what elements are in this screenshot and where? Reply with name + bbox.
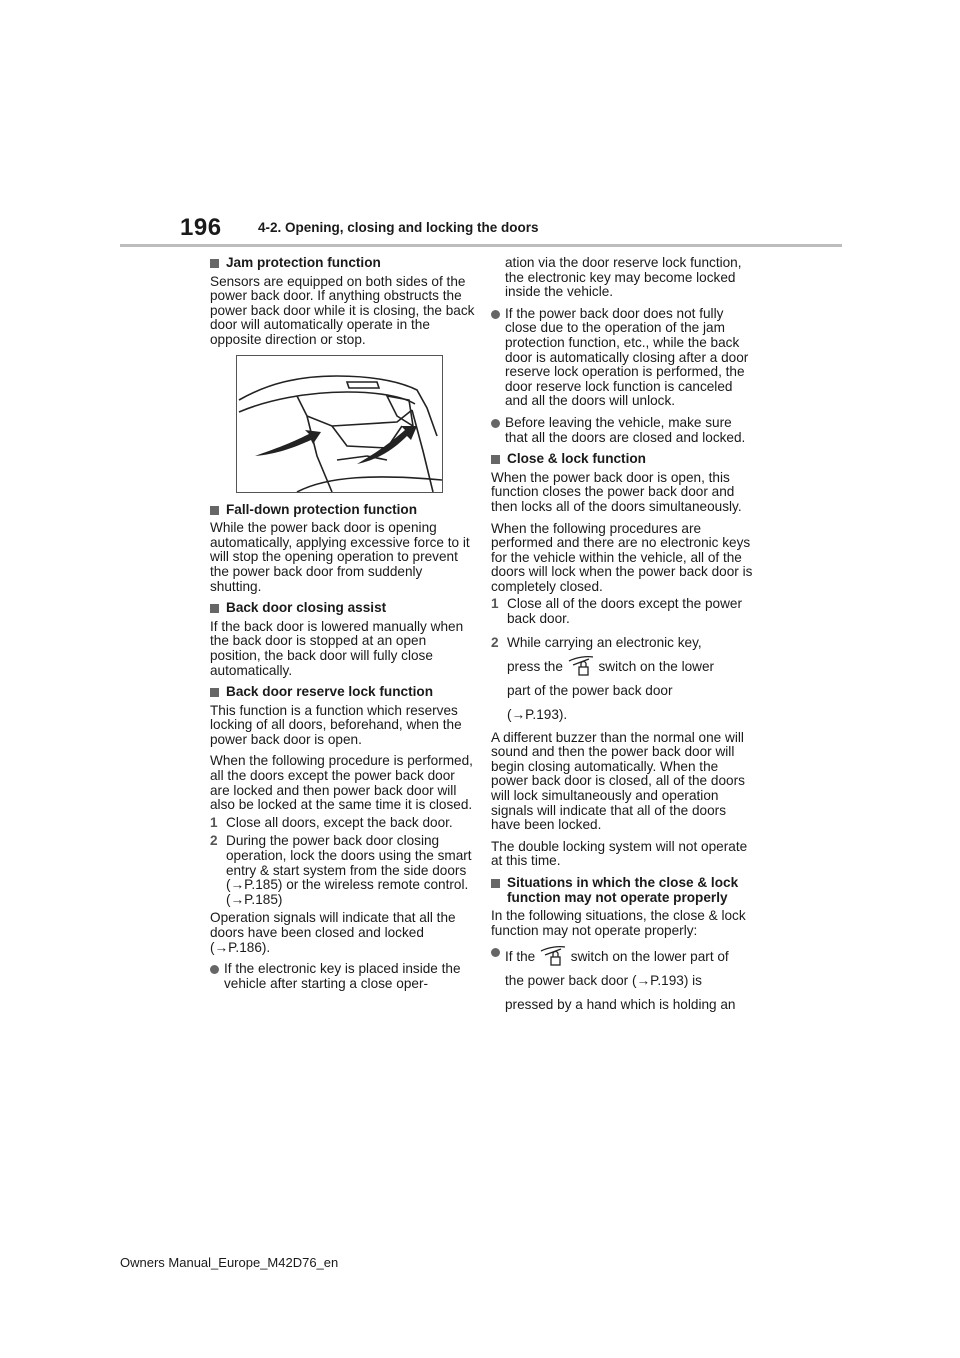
- close-lock-text-2: When the following procedures are performed and there are no electronic keys for the vehicle within the vehicle, all of the doors will lock when the power back door is completely closed.: [491, 520, 753, 594]
- step-line: While carrying an electronic key,: [507, 634, 702, 650]
- reserve-note-bullet-3: [491, 416, 756, 445]
- footer-manual-id: Owners Manual_Europe_M42D76_en: [120, 1255, 339, 1270]
- step-number: 1: [491, 596, 499, 612]
- close-lock-text-1: When the power back door is open, this function closes the power back door and then locks all of the doors simultaneously.: [491, 469, 742, 514]
- step-number: 1: [210, 814, 218, 830]
- right-column: [491, 256, 756, 1024]
- situations-bullet-1: [491, 945, 756, 1017]
- fall-down-protection-text: While the power back door is opening automatically, applying excessive force to it will stop the opening operation to prevent the power back door from suddenly shutting.: [210, 520, 470, 594]
- bullet-line-with-icon: [505, 945, 756, 969]
- reserve-lock-text-2: When the following procedure is performed, all the doors except the power back door are locked and then power back door will also be locked at the same time it is closed.: [210, 753, 473, 813]
- bullet-text: Before leaving the vehicle, make sure that all the doors are closed and locked.: [505, 414, 746, 445]
- situations-heading: Situations in which the close & lock function may not operate properly: [491, 876, 756, 905]
- back-door-illustration-svg: [237, 356, 442, 492]
- reserve-note-bullet-1: [210, 962, 475, 991]
- bullet-1-continuation: ation via the door reserve lock function, the electronic key may become locked inside the vehicle.: [505, 255, 742, 300]
- close-lock-step-1: [491, 597, 756, 626]
- back-door-sensor-illustration: [236, 355, 443, 493]
- close-lock-heading: Close & lock function: [491, 452, 756, 467]
- close-lock-text-3: A different buzzer than the normal one will sound and then the power back door will begin closing automatically. When the power back door is closed, all of the doors will lock simultaneously and operation signals will indicate that all of the doors have been locked.: [491, 729, 745, 833]
- bullet-text: If the power back door does not fully close due to the operation of the jam protection function, etc., while the back door is automatically closing after a door reserve lock operation is performed, the door reserve lock function is canceled and all the doors will unlock.: [505, 305, 749, 409]
- bullet-text: If the electronic key is placed inside the vehicle after starting a close oper-: [224, 961, 461, 991]
- closing-assist-heading: Back door closing assist: [210, 601, 475, 616]
- bullet-text: If the: [505, 949, 536, 965]
- left-column: [210, 256, 475, 998]
- reserve-note-bullet-2: [491, 307, 756, 409]
- step-text: Close all of the doors except the power back door.: [507, 596, 743, 627]
- section-title: 4-2. Opening, closing and locking the doors: [258, 220, 539, 235]
- reserve-step-2: [210, 834, 475, 907]
- step-line-with-icon: [507, 655, 756, 679]
- power-back-door-switch-icon: [567, 655, 595, 677]
- step-number: 2: [210, 833, 218, 849]
- situations-text: In the following situations, the close & lock function may not operate properly:: [491, 908, 746, 938]
- power-back-door-switch-icon: [539, 945, 567, 967]
- bullet-line: pressed by a hand which is holding an: [505, 997, 736, 1013]
- bullet-text: switch on the lower part of: [570, 949, 729, 965]
- step-text: During the power back door closing operation, lock the doors using the smart entry & start system from the side doors (→P.185) or the wireless remote control. (→P.185): [226, 833, 472, 907]
- reserve-lock-heading: Back door reserve lock function: [210, 685, 475, 700]
- bullet-line: the power back door (→P.193) is: [505, 973, 702, 989]
- reserve-step-1: [210, 816, 475, 831]
- step-line: (→P.193).: [507, 706, 568, 722]
- step-number: 2: [491, 634, 499, 650]
- header-divider: [120, 244, 842, 247]
- fall-down-protection-heading: Fall-down protection function: [210, 503, 475, 518]
- page-number: 196: [180, 214, 222, 241]
- close-lock-text-4: The double locking system will not operate at this time.: [491, 838, 748, 869]
- step-text: Close all doors, except the back door.: [226, 814, 453, 830]
- step-text: press the: [507, 658, 563, 674]
- reserve-lock-text-3: Operation signals will indicate that all the doors have been closed and locked (→P.186).: [210, 910, 456, 955]
- jam-protection-text: Sensors are equipped on both sides of the power back door. If anything obstructs the power back door while it is closing, the back door will automatically operate in the opposite direction or stop.: [210, 273, 475, 347]
- close-lock-step-2: [491, 631, 756, 727]
- step-text: switch on the lower: [598, 658, 715, 674]
- step-line: part of the power back door: [507, 682, 673, 698]
- closing-assist-text: If the back door is lowered manually when the back door is stopped at an open position, the back door will fully close automatically.: [210, 618, 464, 678]
- reserve-lock-text-1: This function is a function which reserves locking of all doors, beforehand, when the power back door is open.: [210, 702, 462, 747]
- jam-protection-heading: Jam protection function: [210, 256, 475, 271]
